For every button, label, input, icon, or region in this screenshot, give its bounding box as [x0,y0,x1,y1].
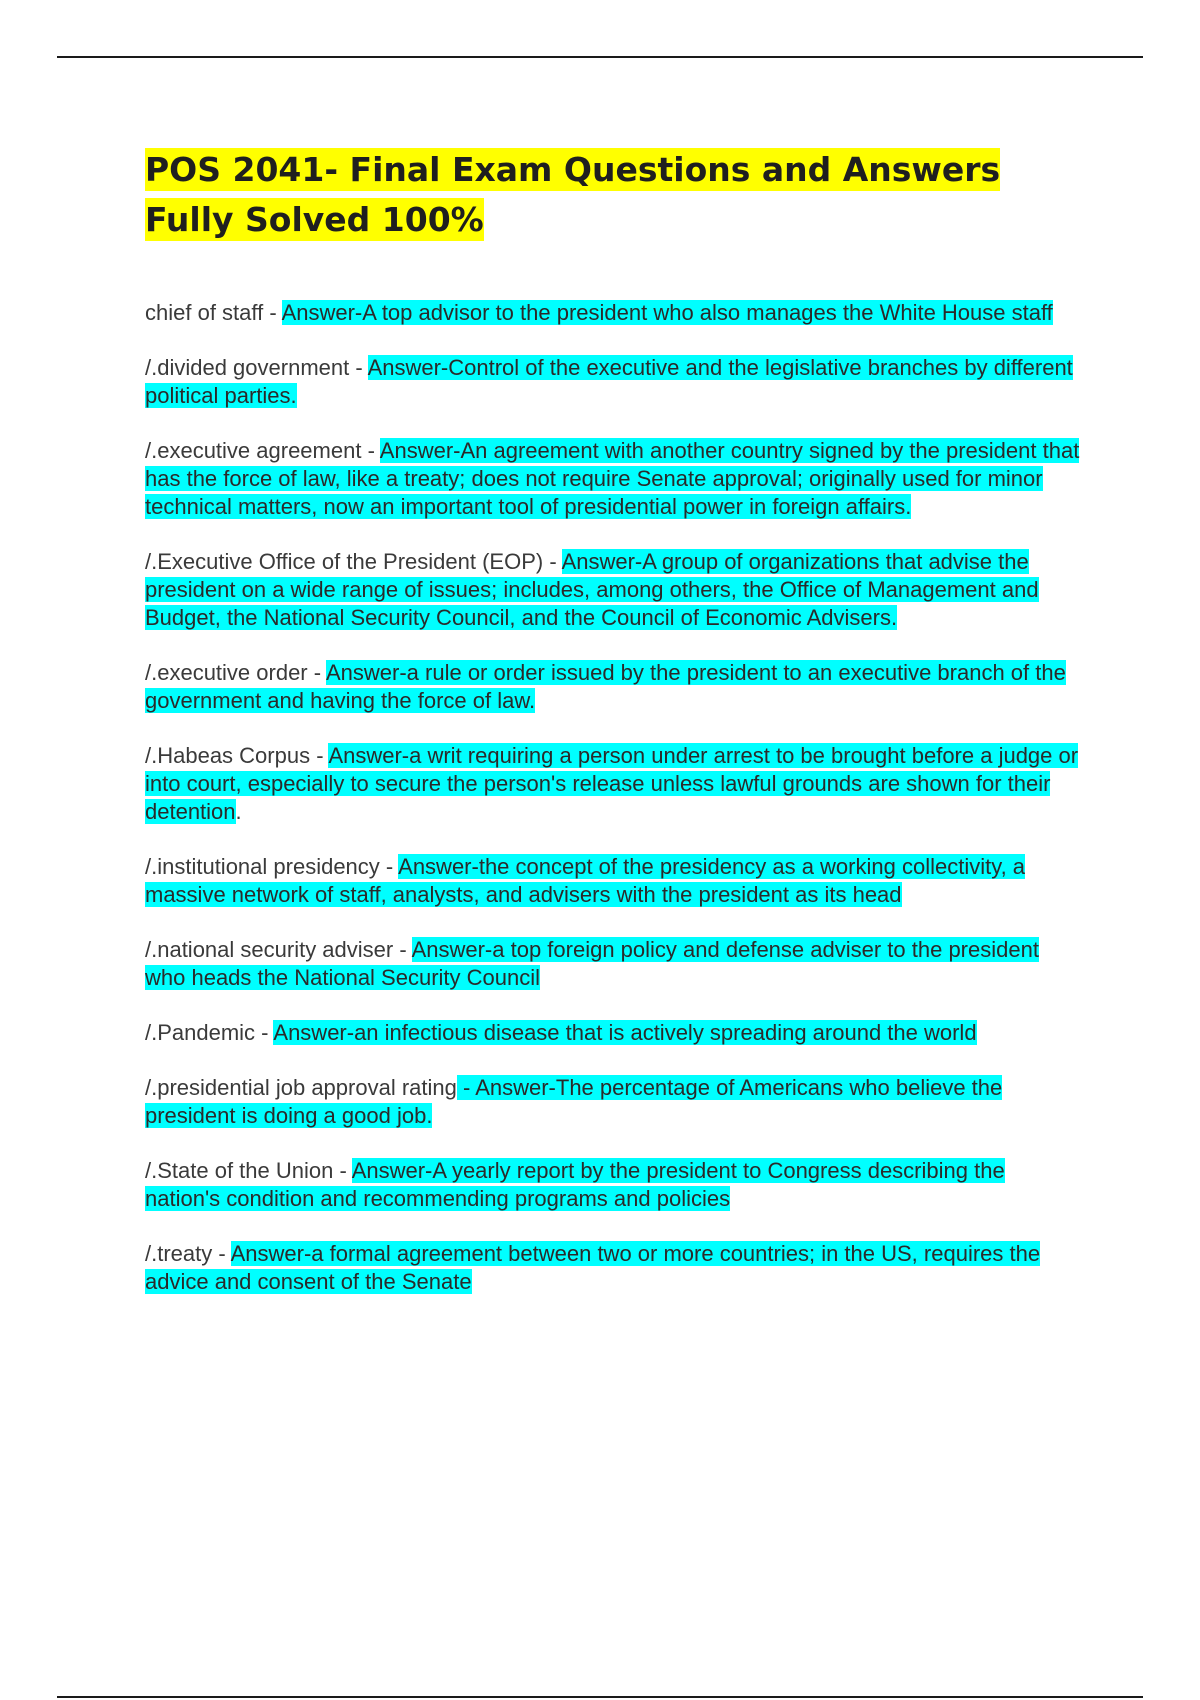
entry-term: /.executive agreement - [145,438,380,463]
entry-answer: - Answer-The percentage of Americans who believe the president is doing a good job. [145,1075,1003,1128]
title-highlight: POS 2041- Final Exam Questions and Answers Fully Solved 100% [145,150,1001,239]
entry-job-approval-rating [145,1074,1085,1130]
entry-executive-agreement [145,437,1085,521]
entry-answer: Answer-Control of the executive and the legislative branches by different political parties. [145,355,1073,408]
top-rule [57,56,1143,58]
entry-answer: Answer-A yearly report by the president to Congress describing the nation's condition and recommending programs and policies [145,1158,1005,1211]
entry-term: /.Executive Office of the President (EOP) - [145,549,562,574]
entry-executive-order [145,659,1085,715]
entry-answer: Answer-a rule or order issued by the president to an executive branch of the government and having the force of law. [145,660,1066,713]
bottom-rule [57,1696,1143,1698]
entry-state-of-the-union [145,1157,1085,1213]
entry-term: /.treaty - [145,1241,231,1266]
entry-answer: Answer-a writ requiring a person under arrest to be brought before a judge or into court, especially to secure the person's release unless lawful grounds are shown for their detention [145,743,1079,824]
entry-chief-of-staff [145,299,1085,327]
entry-term: /.Pandemic - [145,1020,274,1045]
entry-national-security-adviser [145,936,1085,992]
entry-treaty [145,1240,1085,1296]
document-body [145,145,1085,1323]
entry-divided-government [145,354,1085,410]
entry-institutional-presidency [145,853,1085,909]
entry-pandemic [145,1019,1085,1047]
entry-habeas-corpus [145,742,1085,826]
entry-term: /.State of the Union - [145,1158,352,1183]
entry-term: /.national security adviser - [145,937,412,962]
entry-answer: Answer-A group of organizations that advise the president on a wide range of issues; includes, among others, the Office of Management and Budget, the National Security Council, and the Council of Economic Advisers. [145,549,1039,630]
entry-term: chief of staff - [145,300,282,325]
entry-executive-office [145,548,1085,632]
entry-tail: . [235,799,242,824]
entry-term: /.presidential job approval rating [145,1075,457,1100]
entry-term: /.divided government - [145,355,368,380]
entry-term: /.executive order - [145,660,326,685]
entry-answer: Answer-a top foreign policy and defense adviser to the president who heads the National Security Council [145,937,1039,990]
entry-answer: Answer-an infectious disease that is actively spreading around the world [273,1020,977,1045]
entry-answer: Answer-the concept of the presidency as a working collectivity, a massive network of staff, analysts, and advisers with the president as its head [145,854,1026,907]
entry-answer: Answer-A top advisor to the president who also manages the White House staff [281,300,1053,325]
entry-answer: Answer-a formal agreement between two or more countries; in the US, requires the advice and consent of the Senate [145,1241,1041,1294]
entry-answer: Answer-An agreement with another country signed by the president that has the force of law, like a treaty; does not require Senate approval; originally used for minor technical matters, now an important tool of presidential power in foreign affairs. [145,438,1080,519]
entry-term: /.Habeas Corpus - [145,743,329,768]
document-title [145,145,1085,245]
entry-term: /.institutional presidency - [145,854,399,879]
